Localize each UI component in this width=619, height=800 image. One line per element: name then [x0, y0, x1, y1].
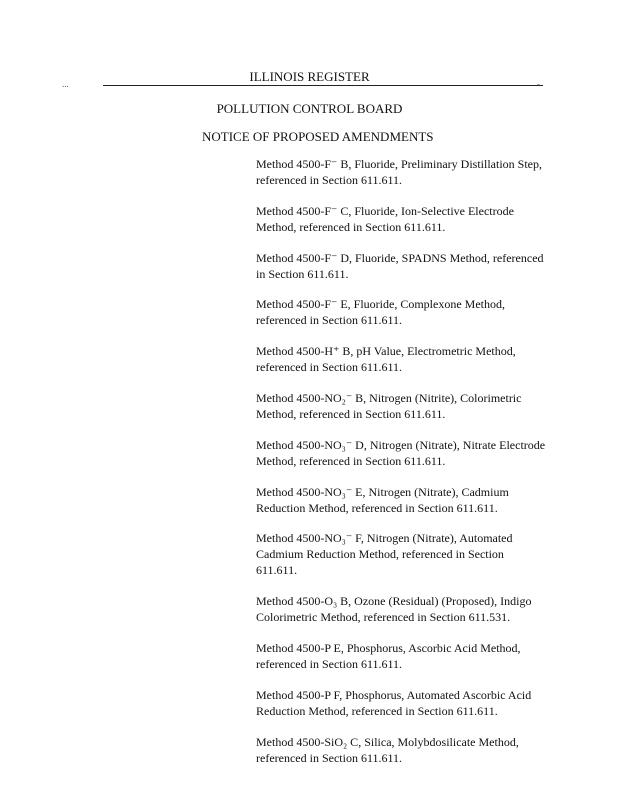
method-entry [256, 343, 551, 375]
method-entry [256, 156, 551, 188]
method-line: Method 4500-SiO₂ C, Silica, Molybdosilicate Method, [256, 734, 519, 749]
margin-mark-right: - [537, 79, 540, 89]
method-entry [256, 296, 551, 328]
agency-name: POLLUTION CONTROL BOARD [216, 101, 403, 116]
method-line: referenced in Section 611.611. [256, 360, 403, 375]
method-line: Method, referenced in Section 611.611. [256, 219, 446, 234]
margin-mark-left: ... [62, 79, 69, 89]
method-entry [256, 530, 551, 578]
method-line: 611.611. [256, 563, 298, 578]
method-entry [256, 484, 551, 516]
method-line: Colorimetric Method, referenced in Section 611.531. [256, 610, 511, 625]
method-line: Method 4500-P F, Phosphorus, Automated Ascorbic Acid [256, 687, 532, 702]
method-entry [256, 640, 551, 672]
method-entry [256, 687, 551, 719]
method-line: referenced in Section 611.611. [256, 173, 403, 187]
method-line: Method 4500-NO₃⁻ F, Nitrogen (Nitrate), Automated [256, 531, 513, 546]
method-line: in Section 611.611. [256, 266, 349, 281]
method-line: Method 4500-NO₂⁻ B, Nitrogen (Nitrite), Colorimetric [256, 390, 522, 405]
notice-title: NOTICE OF PROPOSED AMENDMENTS [202, 129, 434, 144]
method-line: Reduction Method, referenced in Section 611.611. [256, 500, 498, 515]
method-entry [256, 734, 551, 766]
method-entry [256, 437, 551, 469]
method-line: Method, referenced in Section 611.611. [256, 406, 446, 421]
method-line: Method 4500-P E, Phosphorus, Ascorbic Acid Method, [256, 640, 521, 655]
method-line: Method 4500-H⁺ B, pH Value, Electrometric Method, [256, 344, 516, 359]
method-line: Method 4500-O₃ B, Ozone (Residual) (Proposed), Indigo [256, 594, 532, 609]
method-line: Method 4500-F⁻ B, Fluoride, Preliminary Distillation Step, [256, 157, 542, 171]
method-line: referenced in Section 611.611. [256, 313, 403, 328]
method-entry [256, 390, 551, 422]
method-line: referenced in Section 611.611. [256, 750, 403, 765]
method-entry [256, 203, 551, 235]
header-rule [103, 85, 543, 86]
method-line: Reduction Method, referenced in Section 611.611. [256, 703, 498, 718]
method-line: Method, referenced in Section 611.611. [256, 453, 446, 468]
method-line: referenced in Section 611.611. [256, 656, 403, 671]
method-line: Method 4500-F⁻ C, Fluoride, Ion-Selective Electrode [256, 203, 514, 218]
method-line: Method 4500-F⁻ D, Fluoride, SPADNS Method, referenced [256, 250, 544, 265]
method-line: Method 4500-NO₃⁻ E, Nitrogen (Nitrate), Cadmium [256, 484, 509, 499]
register-title: ILLINOIS REGISTER [249, 69, 370, 84]
method-line: Method 4500-F⁻ E, Fluoride, Complexone Method, [256, 297, 505, 312]
method-list [256, 156, 551, 780]
method-line: Cadmium Reduction Method, referenced in Section [256, 547, 504, 562]
method-entry [256, 593, 551, 625]
method-entry [256, 250, 551, 282]
method-line: Method 4500-NO₃⁻ D, Nitrogen (Nitrate), Nitrate Electrode [256, 437, 546, 452]
